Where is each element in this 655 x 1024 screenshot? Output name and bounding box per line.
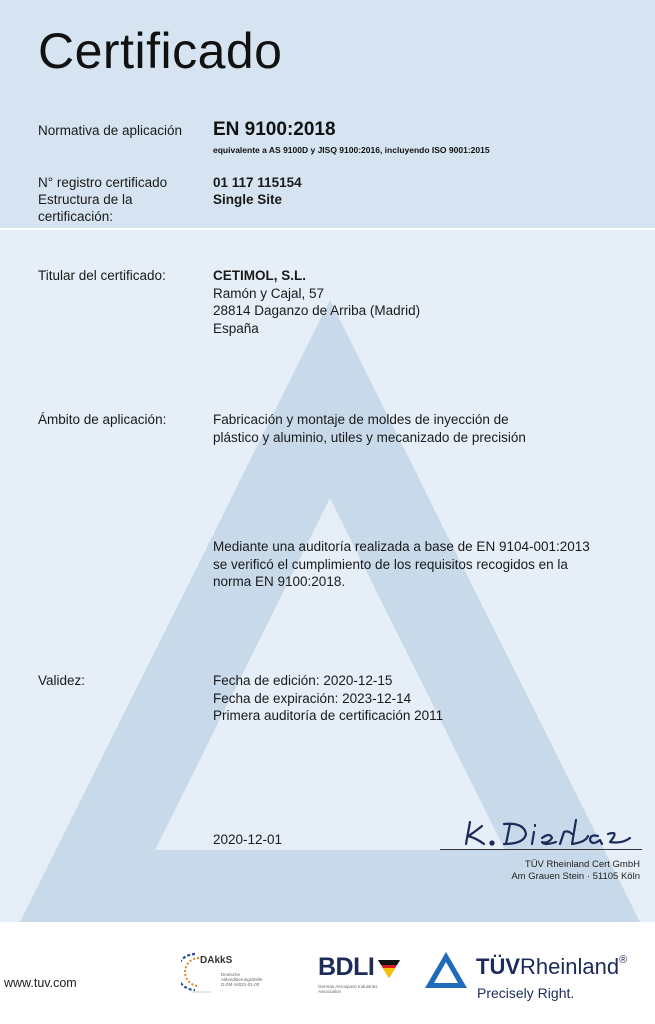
audit-line1: Mediante una auditoría realizada a base de EN 9104-001:2013 <box>213 539 590 554</box>
standard-equivalent: equivalente a AS 9100D y JISQ 9100:2016, incluyendo ISO 9001:2015 <box>213 145 490 155</box>
signature-graphic <box>458 812 638 852</box>
issuer-name: TÜV Rheinland Cert GmbH <box>524 859 640 870</box>
structure-label-line1: Estructura de la <box>38 192 133 207</box>
bdli-flag-icon <box>378 960 400 978</box>
first-audit: Primera auditoría de certificación 2011 <box>213 708 444 723</box>
structure-value: Single Site <box>213 192 283 207</box>
tuv-brand-bold: TÜV <box>476 954 520 979</box>
registration-label: N° registro certificado <box>38 175 168 190</box>
scope-text <box>213 411 526 446</box>
holder-name: CETIMOL, S.L. <box>213 268 306 283</box>
tuv-triangle-icon <box>423 950 469 990</box>
expiry-date: Fecha de expiración: 2023-12-14 <box>213 690 412 706</box>
dakks-sub-line2: Akkreditierungsstelle <box>221 977 263 982</box>
dakks-subtext <box>221 972 263 987</box>
scope-line2: plástico y aluminio, utiles y mecanizado de precisión <box>213 429 526 445</box>
tuv-rheinland-brand <box>476 954 627 980</box>
signature-line <box>440 849 642 850</box>
structure-label-line2: certificación: <box>38 209 114 224</box>
audit-statement <box>213 538 590 591</box>
holder-country: España <box>213 320 259 336</box>
validity-dates <box>213 672 443 725</box>
issuer-block <box>511 859 640 883</box>
dakks-label: DAkkS <box>200 955 233 966</box>
scope-label: Ámbito de aplicación: <box>38 412 167 427</box>
registration-value: 01 117 115154 <box>213 175 302 190</box>
audit-line2: se verificó el cumplimiento de los requisitos recogidos en la <box>213 556 568 572</box>
holder-city: 28814 Daganzo de Arriba (Madrid) <box>213 303 421 318</box>
tuv-brand-rest: Rheinland <box>520 954 620 979</box>
bdli-subtext <box>318 984 378 994</box>
registered-mark-icon: ® <box>619 954 628 966</box>
audit-line3: norma EN 9100:2018. <box>213 574 346 589</box>
scope-line1: Fabricación y montaje de moldes de inyección de <box>213 412 509 427</box>
website-text: www.tuv.com <box>4 976 77 990</box>
signing-date: 2020-12-01 <box>213 832 283 847</box>
bdli-logo-text: BDLI <box>318 953 375 981</box>
validity-label: Validez: <box>38 673 86 688</box>
dakks-sub-line3: D-ZM-16031-01-00 <box>221 982 260 987</box>
holder-label: Titular del certificado: <box>38 268 166 283</box>
standard-value: EN 9100:2018 <box>213 119 336 140</box>
holder-street: Ramón y Cajal, 57 <box>213 285 325 301</box>
issuer-address: Am Grauen Stein · 51105 Köln <box>511 871 640 882</box>
certificate-title: Certificado <box>38 23 283 79</box>
tuv-tagline: Precisely Right. <box>477 985 575 1001</box>
standard-label: Normativa de aplicación <box>38 123 183 138</box>
holder-address <box>213 267 420 337</box>
bdli-sub-line1: German Aerospace Industries <box>318 984 378 989</box>
dakks-sub-line1: Deutsche <box>221 972 241 977</box>
issue-date: Fecha de edición: 2020-12-15 <box>213 673 393 688</box>
bdli-sub-line2: Association <box>318 989 342 994</box>
